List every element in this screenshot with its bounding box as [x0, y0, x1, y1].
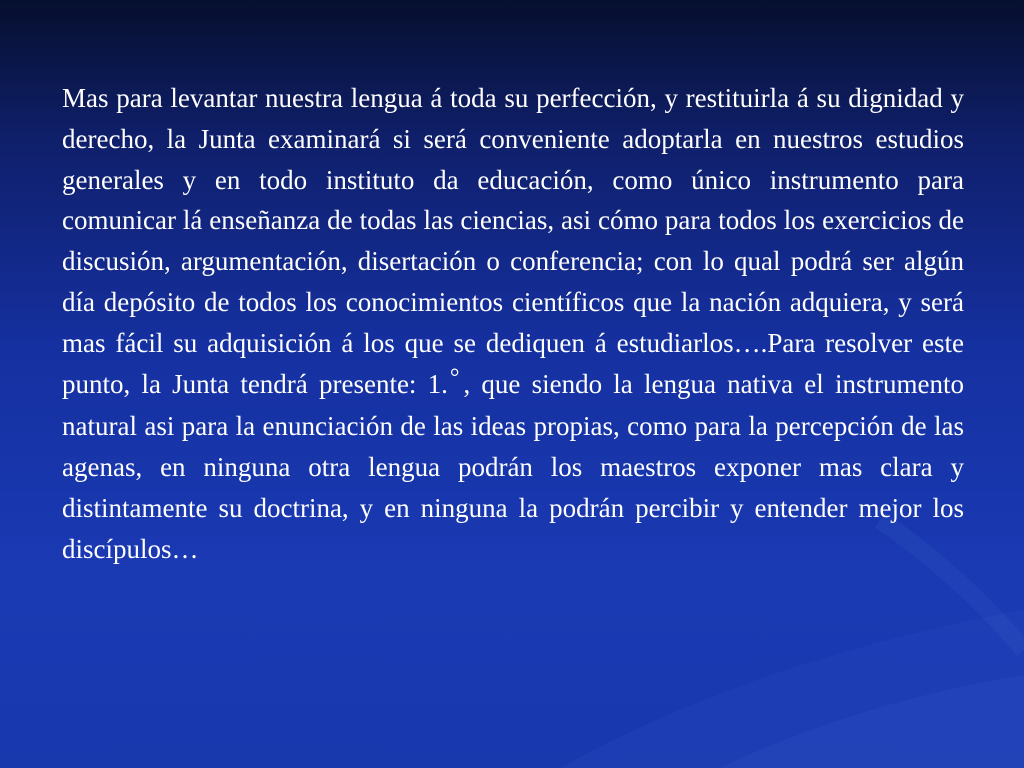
body-text-part-2: , que siendo la lengua nativa el instrumento natural asi para la enunciación de las ideas propias, como para la percepción de las agenas, en ninguna otra lengua podrán los maestros exponer mas clara y distintamente su doctrina, y en ninguna la podrán percibir y entender mejor los discípulos…: [62, 368, 964, 564]
body-text-part-1: Mas para levantar nuestra lengua á toda su perfección, y restituirla á su dignidad y derecho, la Junta examinará si será conveniente adoptarla en nuestros estudios generales y en todo instituto da educación, como único instrumento para comunicar lá enseñanza de todas las ciencias, asi cómo para todos los exercicios de discusión, argumentación, disertación o conferencia; con lo qual podrá ser algún día depósito de todos los conocimientos científicos que la nación adquiera, y será mas fácil su adquisición á los que se dediquen á estudiarlos….Para resolver este punto, la Junta tendrá presente: 1.: [62, 83, 964, 399]
slide-body-text: [62, 78, 964, 570]
degree-symbol: °: [449, 364, 460, 391]
